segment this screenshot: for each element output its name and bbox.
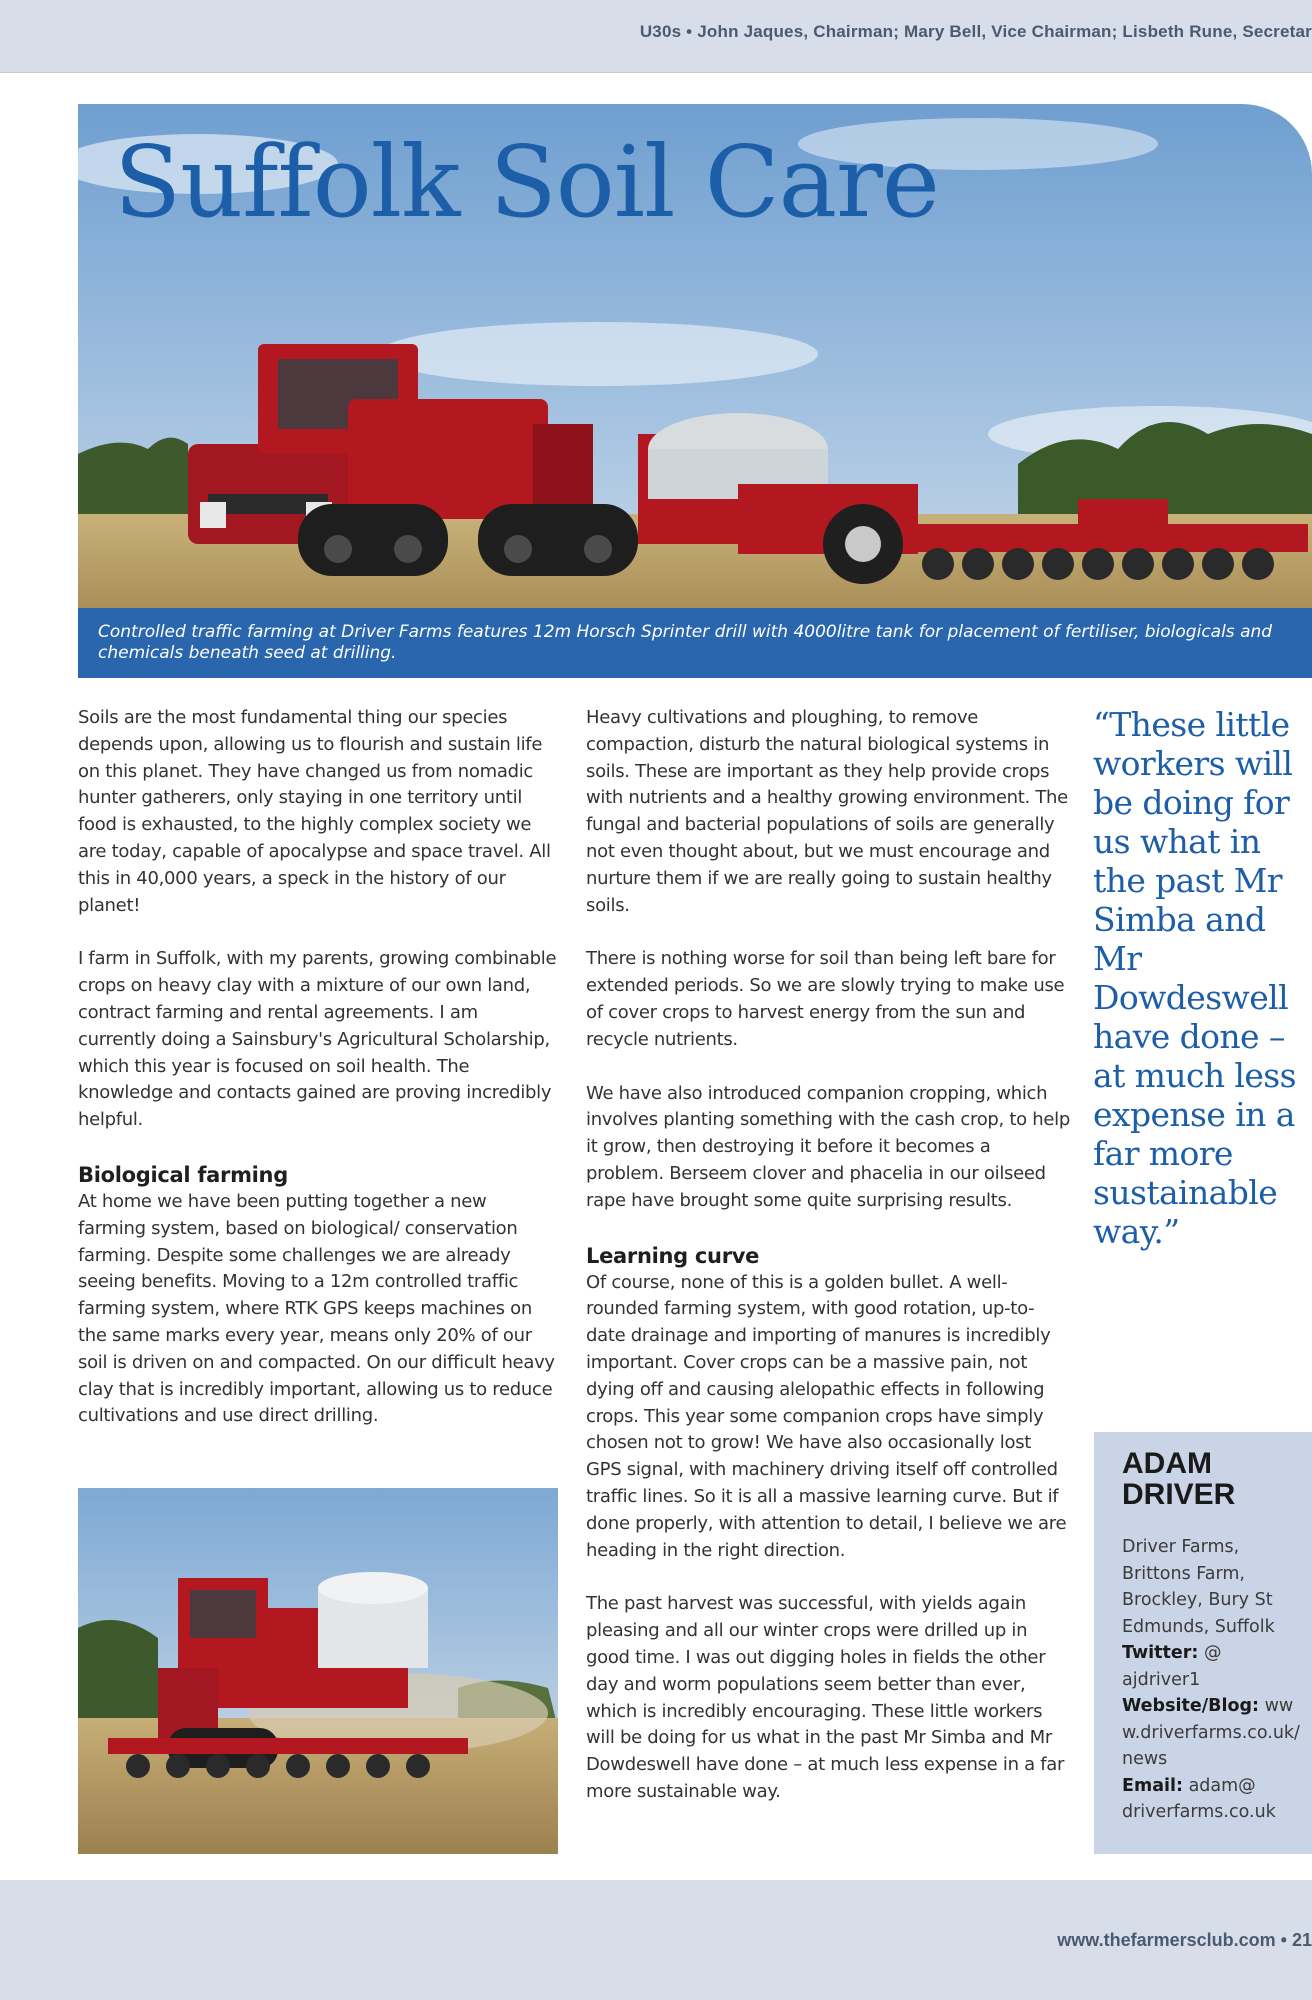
running-header (0, 0, 1312, 73)
email-link[interactable]: adam@ driverfarms.co.uk (1122, 1775, 1276, 1822)
website-label: Website/Blog: (1122, 1696, 1260, 1716)
paragraph: We have also introduced companion cropping, which involves planting something with the cash crop, to help it grow, then destroying it before it becomes a problem. Berseem clover and phacelia in our oilseed rape have brought some quite surprising results. (586, 1082, 1070, 1211)
author-bio-box (1094, 1432, 1312, 1854)
hero-caption: Controlled traffic farming at Driver Farms features 12m Horsch Sprinter drill with 4000litre tank for placement of fertiliser, biologicals and chemicals beneath seed at drilling. (78, 608, 1312, 678)
subheading-biological-farming: Biological farming (78, 1162, 288, 1187)
website-link[interactable]: www.driverfarms.co.uk/news (1122, 1696, 1300, 1769)
field-photo (78, 1488, 558, 1854)
article-column-2 (586, 705, 1071, 1833)
paragraph: Of course, none of this is a golden bullet. A well-rounded farming system, with good rotation, up-to-date drainage and importing of manures is incredibly important. Cover crops can be a massive pain, not dying off and causing alelopathic effects in following crops. This year some companion crops have simply chosen not to grow! We have also occasionally lost GPS signal, with machinery driving itself off controlled traffic lines. So it is all a massive learning curve. But if done properly, with attention to detail, I believe we are heading in the right direction. (586, 1271, 1067, 1561)
twitter-handle[interactable]: @ ajdriver1 (1122, 1643, 1222, 1690)
paragraph: At home we have been putting together a new farming system, based on biological/ conservation farming. Despite some challenges we are already seeing benefits. Moving to a 12m controlled traffic farming system, where RTK GPS keeps machines on the same marks every year, means only 20% of our soil is driven on and compacted. On our difficult heavy clay that is incredibly important, allowing us to reduce cultivations and use direct drilling. (78, 1190, 555, 1427)
footer-url[interactable]: www.thefarmersclub.com • 21 (1057, 1930, 1312, 1950)
author-name: ADAM DRIVER (1122, 1447, 1236, 1511)
article-title: Suffolk Soil Care (114, 126, 939, 240)
paragraph: Heavy cultivations and ploughing, to remove compaction, disturb the natural biological systems in soils. These are important as they help provide crops with nutrients and a healthy growing environment. The fungal and bacterial populations of soils are generally not even thought about, but we must encourage and nurture them if we are really going to sustain healthy soils. (586, 707, 1068, 916)
author-address: Driver Farms, Brittons Farm, Brockley, Bury St Edmunds, Suffolk (1122, 1537, 1275, 1637)
tractor-field-photo (78, 1488, 558, 1854)
twitter-label: Twitter: (1122, 1643, 1199, 1663)
hero-photo (78, 104, 1312, 678)
paragraph: Soils are the most fundamental thing our species depends upon, allowing us to flourish and sustain life on this planet. They have changed us from nomadic hunter gatherers, only staying in one territory until food is exhausted, to the highly complex society we are today, capable of apocalypse and space travel. All this in 40,000 years, a speck in the history of our planet! (78, 707, 551, 916)
paragraph: The past harvest was successful, with yields again pleasing and all our winter crops were drilled up in good time. I was out digging holes in fields the other day and worm populations seem better than ever, which is incredibly encouraging. These little workers will be doing for us what in the past Mr Simba and Mr Dowdeswell have done – at much less expense in a far more sustainable way. (586, 1593, 1065, 1802)
article-column-1 (78, 705, 558, 1457)
subheading-learning-curve: Learning curve (586, 1243, 760, 1268)
running-header-text: U30s • John Jaques, Chairman; Mary Bell, Vice Chairman; Lisbeth Rune, Secretar (639, 22, 1312, 41)
page-footer (0, 1880, 1312, 2000)
paragraph: I farm in Suffolk, with my parents, growing combinable crops on heavy clay with a mixture of our own land, contract farming and rental agreements. I am currently doing a Sainsbury's Agricultural Scholarship, which this year is focused on soil health. The knowledge and contacts gained are proving incredibly helpful. (78, 948, 557, 1131)
pull-quote: “These little workers will be doing for us what in the past Mr Simba and Mr Dowdeswell have done – at much less expense in a far more sustainable way.” (1093, 705, 1296, 1251)
email-label: Email: (1122, 1775, 1183, 1796)
paragraph: There is nothing worse for soil than being left bare for extended periods. So we are slowly trying to make use of cover crops to harvest energy from the sun and recycle nutrients. (586, 948, 1065, 1050)
